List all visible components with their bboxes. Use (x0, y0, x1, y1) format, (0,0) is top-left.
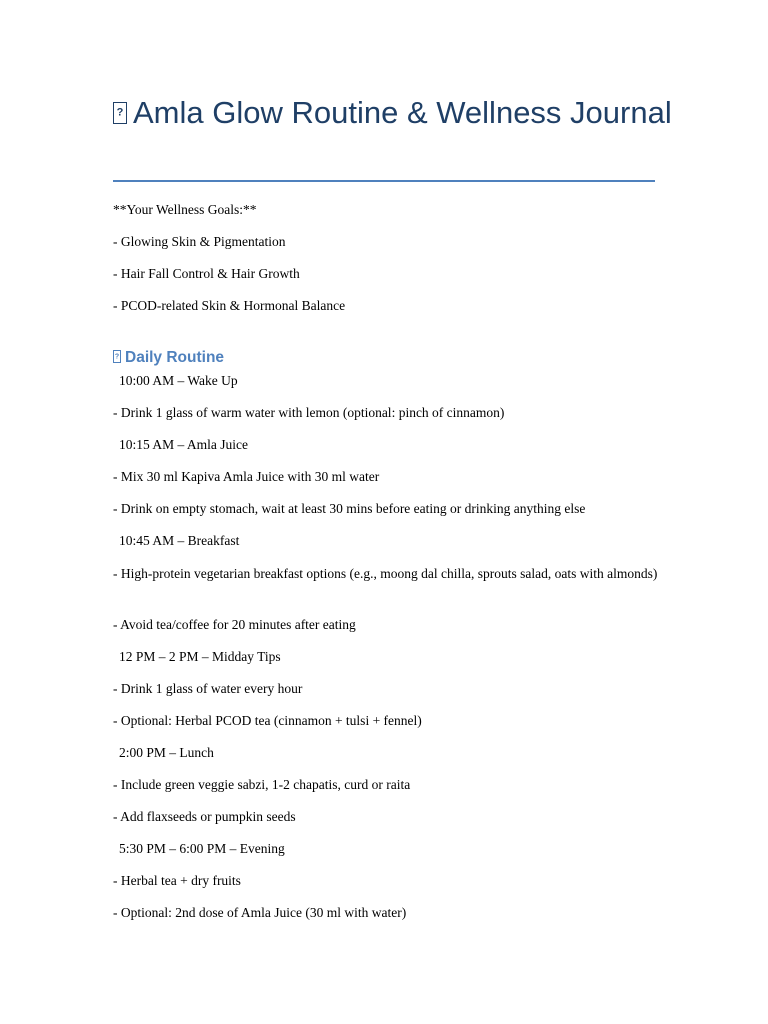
document-title (113, 92, 673, 133)
routine-time-heading: 10:00 AM – Wake Up (119, 373, 238, 388)
routine-item: - Drink 1 glass of water every hour (113, 681, 303, 696)
document-title-text: Amla Glow Routine & Wellness Journal (133, 95, 672, 130)
missing-glyph-icon: ? (113, 102, 127, 124)
routine-item: - Herbal tea + dry fruits (113, 873, 241, 888)
missing-glyph-icon: ? (113, 350, 121, 363)
routine-time-heading: 10:45 AM – Breakfast (119, 533, 240, 548)
routine-item: - Optional: 2nd dose of Amla Juice (30 ml with water) (113, 905, 407, 920)
routine-item: - High-protein vegetarian breakfast options (e.g., moong dal chilla, sprouts salad, oats with almonds) (113, 566, 658, 581)
routine-item: - Mix 30 ml Kapiva Amla Juice with 30 ml water (113, 469, 380, 484)
routine-item: - Drink on empty stomach, wait at least 30 mins before eating or drinking anything else (113, 501, 586, 516)
goal-item: - Glowing Skin & Pigmentation (113, 234, 286, 249)
routine-time-heading: 10:15 AM – Amla Juice (119, 437, 248, 452)
routine-time-heading: 12 PM – 2 PM – Midday Tips (119, 649, 281, 664)
routine-item: - Optional: Herbal PCOD tea (cinnamon + tulsi + fennel) (113, 713, 422, 728)
section-heading-daily-routine (113, 347, 224, 368)
section-heading-text: Daily Routine (125, 349, 225, 366)
routine-item: - Add flaxseeds or pumpkin seeds (113, 809, 296, 824)
routine-item: - Include green veggie sabzi, 1-2 chapatis, curd or raita (113, 777, 411, 792)
routine-item: - Avoid tea/coffee for 20 minutes after eating (113, 617, 356, 632)
goal-item: - Hair Fall Control & Hair Growth (113, 266, 300, 281)
title-divider (113, 180, 655, 182)
routine-item: - Drink 1 glass of warm water with lemon (optional: pinch of cinnamon) (113, 405, 505, 420)
goals-heading: **Your Wellness Goals:** (113, 202, 257, 217)
goal-item: - PCOD-related Skin & Hormonal Balance (113, 298, 346, 313)
routine-time-heading: 2:00 PM – Lunch (119, 745, 214, 760)
routine-time-heading: 5:30 PM – 6:00 PM – Evening (119, 841, 285, 856)
